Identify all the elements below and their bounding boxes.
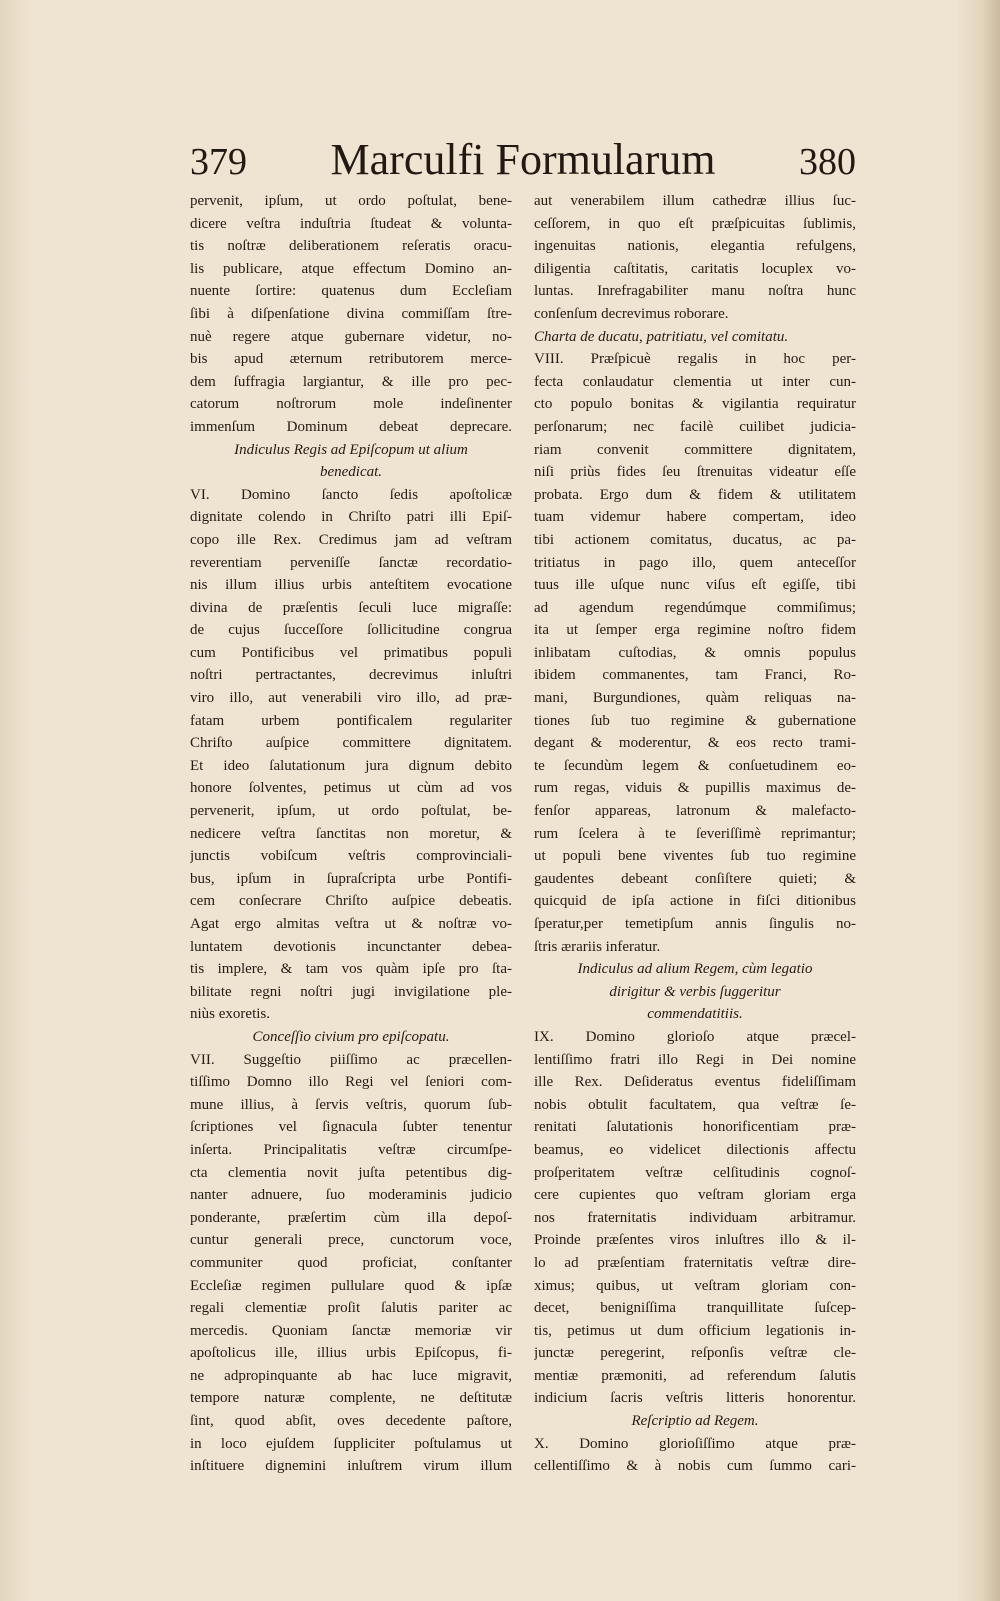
text-line: mercedis. Quoniam ſanctæ memoriæ vir [190,1322,512,1339]
text-line: niſi priùs fides ſeu ſtrenuitas videatur eſſe [534,464,856,481]
text-line: fecta conlaudatur clementia ut inter cun- [534,373,856,390]
text-line: ille Rex. Deſideratus eventus fideliſſimam [534,1074,856,1091]
text-line: tritiatus in pago illo, quem anteceſſor [534,554,856,571]
text-line: nedicere veſtra ſanctitas non moretur, & [190,825,512,842]
text-line: nobis obtulit facultatem, qua veſtræ ſe- [534,1096,856,1113]
text-line: pervenerit, ipſum, ut ordo poſtulat, be- [190,803,512,820]
text-line: regali clementiæ proſit ſalutis pariter ac [190,1300,512,1317]
text-line: nuè regere atque gubernare videtur, no- [190,328,512,345]
text-line: tis implere, & tam vos quàm ipſe pro ſta- [190,961,512,978]
text-line: diligentia caſtitatis, caritatis locuplex vo- [534,260,856,277]
text-line: degant & moderentur, & eos recto trami- [534,735,856,752]
text-line: inlibatam cuſtodias, & omnis populus [534,644,856,661]
text-line: viro illo, aut venerabili viro illo, ad præ- [190,690,512,707]
running-title: Marculfi Formularum [330,135,716,184]
text-line: junctis vobiſcum veſtris comprovinciali- [190,848,512,865]
text-line: riam convenit committere dignitatem, [534,441,856,458]
text-line: tibi actionem comitatus, ducatus, ac pa- [534,531,856,548]
text-line: rum ſcelera à te ſeveriſſimè reprimantur; [534,825,856,842]
text-line: bus, ipſum in ſupraſcripta urbe Pontifi- [190,870,512,887]
text-line: Et ideo ſalutationum jura dignum debito [190,757,512,774]
text-line: inſerta. Principalitatis veſtræ circumſpe- [190,1141,512,1158]
text-line: Eccleſiæ regimen pullulare quod & ipſæ [190,1277,512,1294]
section-heading: benedicat. [319,464,383,481]
text-line: ſtris ærariis inferatur. [534,938,661,955]
text-line: decet, benigniſſima tranquillitate ſuſcep- [534,1300,856,1317]
text-line: nuente ſortire: quatenus dum Eccleſiam [190,283,512,300]
text-line: inſtituere dignemini inluſtrem virum illum [190,1458,512,1475]
text-line: ad agendum regendúmque commiſimus; [534,599,856,616]
section-heading: commendatitiis. [647,1006,743,1023]
text-line: tiones ſub tuo regimine & gubernatione [534,712,856,729]
text-line: tuus ille uſque nunc viſus eſt egiſſe, tibi [534,577,856,594]
text-line: fenſor appareas, latronum & malefacto- [534,803,856,820]
text-line: ponderante, præſertim cùm illa depoſ- [190,1209,512,1226]
section-heading: Reſcriptio ad Regem. [631,1413,759,1430]
page-edge-shadow [0,0,30,1601]
text-line: copo ille Rex. Credimus jam ad veſtram [190,531,512,548]
text-line: tempore naturæ complente, ne deſtitutæ [190,1390,512,1407]
text-line: de cujus ſucceſſore ſollicitudine congrua [190,622,512,639]
text-line: dignitate colendo in Chriſto patri illi Epiſ- [190,509,512,526]
text-line: Agat ergo almitas veſtra ut & noſtræ vo- [190,916,512,932]
text-line: lo ad præſentiam fraternitatis veſtræ dire- [534,1254,856,1271]
running-header [190,136,856,188]
text-line: fatam urbem pontificalem regulariter [190,712,512,729]
text-line: cta clementia novit juſta petentibus dig- [190,1164,512,1181]
text-line: ingenuitas nationis, elegantia refulgens, [534,238,856,255]
text-line: IX. Domino glorioſo atque præcel- [534,1028,856,1045]
text-line: immenſum Dominum debeat deprecare. [190,418,512,435]
text-line: luntas. Inrefragabiliter manu noſtra hunc [534,283,856,300]
text-line: ximus; quibus, ut veſtram gloriam con- [534,1277,856,1294]
text-line: X. Domino glorioſiſſimo atque præ- [534,1435,856,1452]
text-line: communiter quod proficiat, conſtanter [190,1254,512,1271]
text-line: cere cupientes quo veſtram gloriam erga [534,1187,856,1204]
text-line: lis publicare, atque effectum Domino an- [190,260,512,277]
text-line: nanter adnuere, ſuo moderaminis judicio [190,1187,512,1204]
text-line: honore ſolventes, petimus ut cùm ad vos [190,780,512,797]
text-line: proſperitatem veſtræ celſitudinis cognoſ- [534,1164,856,1181]
text-line: perſonarum; nec facilè cuilibet judicia- [534,418,856,435]
text-line: ibidem commanentes, tam Franci, Ro- [534,667,856,684]
text-line: nis illum illius urbis anteſtitem evocatione [190,577,512,594]
text-line: gaudentes debeant conſiſtere quieti; & [534,870,856,887]
text-line: cem conſecrare Chriſto auſpice debeatis. [190,893,512,910]
text-line: beamus, eo videlicet dilectionis affectu [534,1141,856,1158]
text-line: tiſſimo Domno illo Regi vel ſeniori com- [190,1074,512,1091]
text-line: in loco ejuſdem ſuppliciter poſtulamus ut [190,1435,512,1452]
section-heading: Charta de ducatu, patritiatu, vel comitatu. [534,328,789,345]
text-line: niùs exoretis. [190,1006,270,1023]
text-line: tis noſtræ deliberationem reſeratis oracu- [190,238,512,255]
right-page-number: 380 [799,141,856,183]
text-line: ceſſorem, in quo eſt præſpicuitas ſublimis, [534,215,856,232]
text-line: Proinde præſentes viros inluſtres illo & il- [534,1232,856,1249]
text-line: mentiæ præmoniti, ad referendum ſalutis [534,1367,856,1384]
text-line: VIII. Præſpicuè regalis in hoc per- [534,351,856,368]
text-line: cellentiſſimo & à nobis cum ſummo cari- [534,1458,856,1475]
text-line: luntatem devotionis incunctanter debea- [190,938,512,955]
text-line: ſperatur,per temetipſum annis ſingulis no- [534,916,856,932]
text-line: nos fraternitatis individuam arbitramur. [534,1209,856,1226]
text-line: rum regas, viduis & pupillis maximus de- [534,780,856,797]
text-line: cum Pontificibus vel primatibus populi [190,644,512,661]
text-line: ut populi bene viventes ſub tuo regimine [534,848,856,865]
text-line: junctæ peregerint, reſponſis veſtræ cle- [534,1345,856,1362]
text-line: ita ut ſemper erga regimine noſtro fidem [534,622,856,639]
text-line: apoſtolicus ille, illius urbis Epiſcopus, fi- [190,1345,512,1362]
left-text-column [190,190,512,1478]
text-line: bilitate regni noſtri jugi invigilatione ple- [190,983,512,1000]
text-line: indicium ſacris veſtris litteris honorentur. [534,1390,856,1407]
section-heading: Conceſſio civium pro epiſcopatu. [252,1028,450,1045]
text-line: te ſecundùm legem & conſuetudinem eo- [534,757,856,774]
text-line: dem ſuffragia largiantur, & ille pro pec- [190,373,512,390]
text-line: quicquid de ipſa actione in fiſci ditionibus [534,893,856,910]
text-line: ne adpropinquante ab hac luce migravit, [190,1367,512,1384]
text-line: divina de præſentis ſeculi luce migraſſe: [190,599,512,616]
section-heading: Indiculus Regis ad Epiſcopum ut alium [234,441,468,458]
text-line: VII. Suggeſtio piiſſimo ac præcellen- [190,1051,512,1068]
text-line: mani, Burgundiones, quàm reliquas na- [534,690,856,707]
text-line: bis apud æternum retributorem merce- [190,351,512,368]
text-line: dicere veſtra induſtria ſtudeat & volunta- [190,215,512,232]
section-heading: dirigitur & verbis ſuggeritur [609,983,781,1000]
section-heading: Indiculus ad alium Regem, cùm legatio [577,961,813,978]
text-line: reverentiam perveniſſe ſanctæ recordatio- [190,554,512,571]
text-line: tis, petimus ut dum officium legationis in- [534,1322,856,1339]
text-line: catorum noſtrorum mole indeſinenter [190,396,512,413]
spine-shadow [956,0,1000,1601]
text-line: pervenit, ipſum, ut ordo poſtulat, bene- [190,193,512,209]
text-line: aut venerabilem illum cathedræ illius ſuc- [534,193,856,209]
text-line: cto populo bonitas & vigilantia requiratur [534,396,856,413]
text-line: cuntur generali prece, cunctorum voce, [190,1232,512,1249]
text-line: Chriſto auſpice committere dignitatem. [190,735,512,752]
right-text-column [534,190,856,1478]
text-line: noſtri pertractantes, decrevimus inluſtri [190,667,512,684]
text-line: ſint, quod abſit, oves decedente paſtore, [190,1413,512,1430]
text-line: conſenſum decrevimus roborare. [534,305,729,322]
text-line: ſcriptiones vel ſignacula ſubter tenentur [190,1119,512,1136]
text-line: tuam videmur habere compertam, ideo [534,509,856,526]
text-line: ſibi à diſpenſatione divina commiſſam ſtre- [190,305,512,322]
text-line: probata. Ergo dum & fidem & utilitatem [534,486,856,503]
text-line: renitati ſalutationis honorificentiam præ- [534,1119,856,1136]
left-page-number: 379 [190,141,247,183]
text-line: lentiſſimo fratri illo Regi in Dei nomine [534,1051,856,1068]
text-line: VI. Domino ſancto ſedis apoſtolicæ [190,486,512,503]
text-line: mune illius, à ſervis veſtris, quorum ſub- [190,1096,512,1113]
